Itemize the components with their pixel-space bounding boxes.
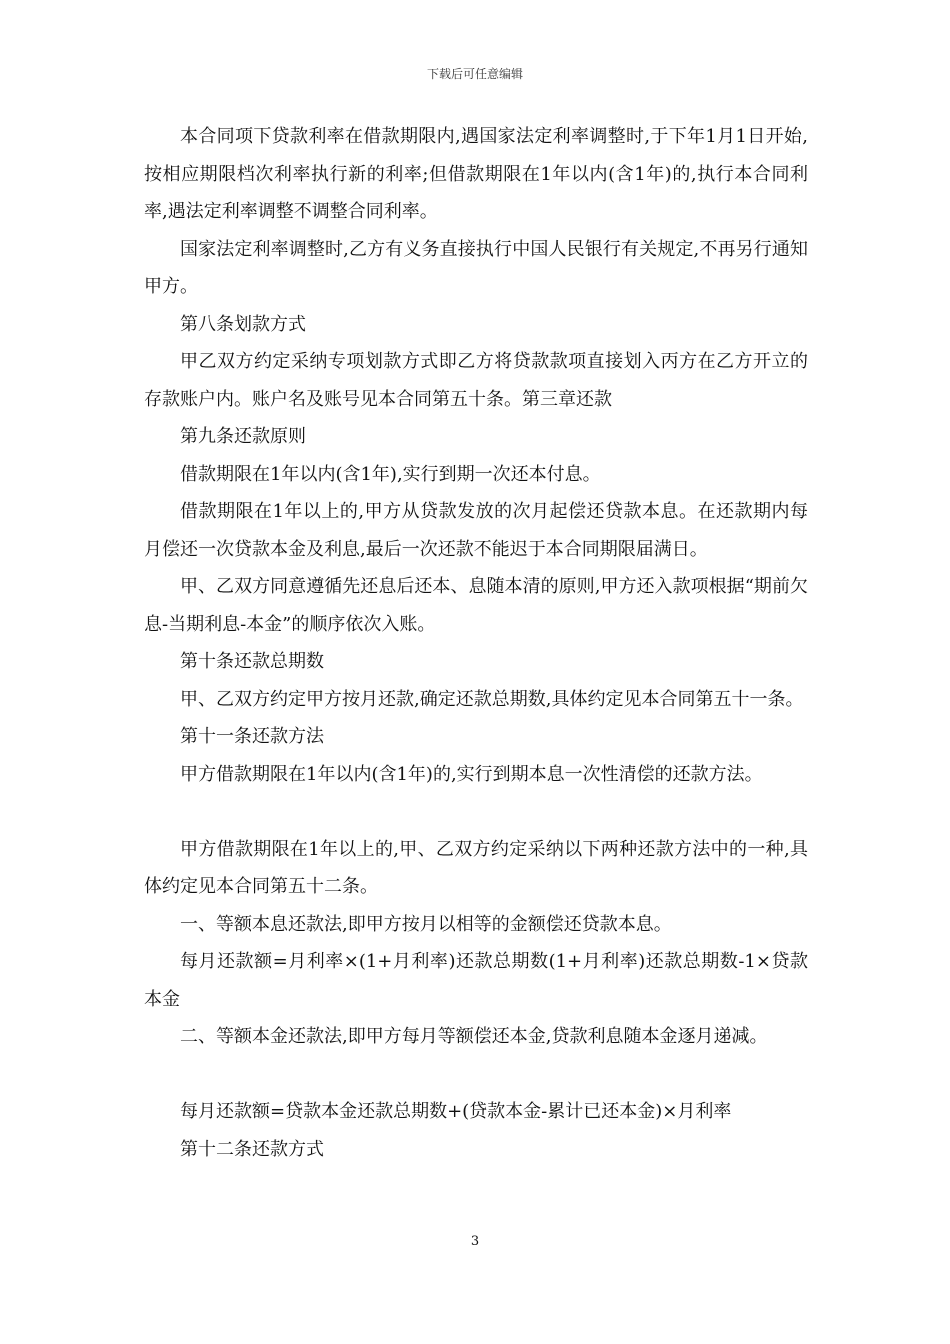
paragraph-one-time-repayment: 甲方借款期限在1年以内(含1年)的,实行到期本息一次性清偿的还款方法。 xyxy=(180,763,763,785)
paragraph-long-term-repayment: 借款期限在1年以上的,甲方从贷款发放的次月起偿还贷款本息。在还款期内每月偿还一次贷款本金及利息,最后一次还款不能迟于本合同期限届满日。 xyxy=(144,501,808,560)
paragraph-total-periods: 甲、乙双方约定甲方按月还款,确定还款总期数,具体约定见本合同第五十一条。 xyxy=(180,688,804,710)
paragraph-equal-installment-method: 一、等额本息还款法,即甲方按月以相等的金额偿还贷款本息。 xyxy=(180,913,672,935)
article-11-heading: 第十一条还款方法 xyxy=(180,726,324,747)
article-10-heading: 第十条还款总期数 xyxy=(180,651,324,672)
formula-equal-installment: 每月还款额=月利率×(1+月利率)还款总期数(1+月利率)还款总期数-1×贷款本金 xyxy=(144,951,808,1010)
paragraph-spacer xyxy=(144,1056,808,1094)
paragraph-statutory-rate-notice: 国家法定利率调整时,乙方有义务直接执行中国人民银行有关规定,不再另行通知甲方。 xyxy=(144,238,808,297)
article-12-heading: 第十二条还款方式 xyxy=(180,1138,324,1160)
paragraph-transfer-method: 甲乙双方约定采纳专项划款方式即乙方将贷款款项直接划入丙方在乙方开立的存款账户内。账户名及账号见本合同第五十条。第三章还款 xyxy=(144,351,808,410)
article-9-heading: 第九条还款原则 xyxy=(180,426,306,447)
formula-equal-principal: 每月还款额=贷款本金还款总期数+(贷款本金-累计已还本金)×月利率 xyxy=(180,1101,732,1122)
page-header: 下载后可任意编辑 xyxy=(426,67,523,81)
paragraph-spacer xyxy=(144,793,808,831)
paragraph-repayment-options: 甲方借款期限在1年以上的,甲、乙双方约定采纳以下两种还款方法中的一种,具体约定见本合同第五十二条。 xyxy=(144,838,808,897)
page-number: 3 xyxy=(470,1234,480,1249)
document-body xyxy=(144,118,808,1168)
article-8-heading: 第八条划款方式 xyxy=(180,313,306,335)
paragraph-equal-principal-method: 二、等额本金还款法,即甲方每月等额偿还本金,贷款利息随本金逐月递减。 xyxy=(180,1026,768,1047)
paragraph-short-term-repayment: 借款期限在1年以内(含1年),实行到期一次还本付息。 xyxy=(180,463,601,485)
paragraph-repayment-order: 甲、乙双方同意遵循先还息后还本、息随本清的原则,甲方还入款项根据“期前欠息-当期利息-本金”的顺序依次入账。 xyxy=(144,576,808,635)
paragraph-interest-rate-adjustment: 本合同项下贷款利率在借款期限内,遇国家法定利率调整时,于下年1月1日开始,按相应期限档次利率执行新的利率;但借款期限在1年以内(含1年)的,执行本合同利率,遇法定利率调整不调整合同利率。 xyxy=(144,126,808,222)
